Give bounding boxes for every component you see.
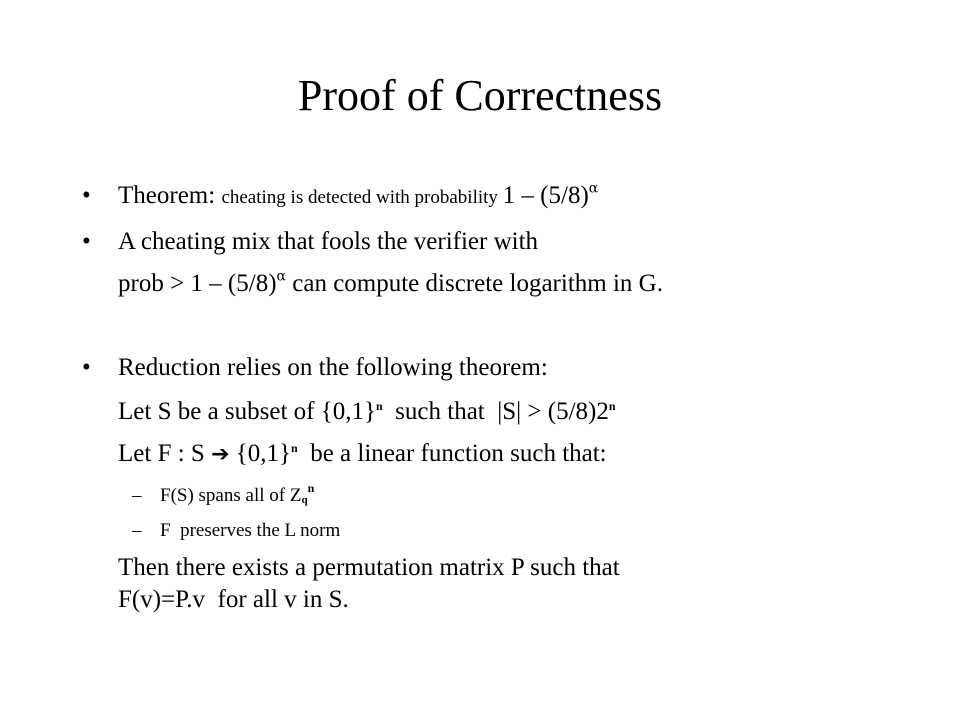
- cheating-rest: can compute discrete logarithm in G.: [286, 270, 663, 297]
- theorem-line: [118, 180, 598, 214]
- function-line: [118, 438, 607, 471]
- cheating-line-2: [118, 268, 663, 300]
- alpha-symbol: α: [588, 180, 599, 197]
- condition-1: [160, 483, 314, 509]
- subset-exponent: n: [375, 399, 383, 413]
- cheating-line-1: A cheating mix that fools the verifier with: [118, 228, 539, 255]
- bullet-icon: •: [82, 354, 91, 381]
- function-text-b: {0,1}: [229, 440, 292, 467]
- function-text-a: Let F : S: [118, 440, 212, 467]
- theorem-formula: 1 – (5/8): [502, 182, 589, 209]
- theorem-text: cheating is detected with probability: [221, 187, 503, 208]
- subset-text-a: Let S be a subset of {0,1}: [118, 398, 376, 425]
- condition-1-text: F(S) spans all of Z: [160, 485, 302, 506]
- function-text-c: be a linear function such that:: [297, 440, 607, 467]
- bullet-icon: •: [82, 228, 91, 255]
- slide-title: Proof of Correctness: [297, 71, 663, 120]
- bullet-icon: •: [82, 182, 91, 209]
- alpha-symbol: α: [276, 268, 286, 285]
- subset-line: [118, 396, 616, 428]
- dash-icon: –: [132, 520, 142, 541]
- function-exponent: n: [291, 441, 298, 455]
- subset-text-b: such that |S| > (5/8)2: [382, 398, 609, 425]
- conclusion-line-1: Then there exists a permutation matrix P such that: [118, 554, 620, 581]
- dash-icon: –: [132, 485, 142, 506]
- condition-1-exponent: n: [307, 481, 315, 495]
- right-arrow-icon: ➔: [211, 442, 230, 467]
- subset-exponent-2: n: [608, 399, 616, 413]
- conclusion-line-2: F(v)=P.v for all v in S.: [118, 586, 349, 613]
- condition-2: F preserves the L norm: [160, 520, 341, 541]
- reduction-line: Reduction relies on the following theorem:: [118, 354, 548, 381]
- condition-1-subscript: q: [301, 494, 308, 507]
- cheating-prob: prob > 1 – (5/8): [118, 270, 277, 297]
- theorem-label: Theorem:: [118, 182, 222, 209]
